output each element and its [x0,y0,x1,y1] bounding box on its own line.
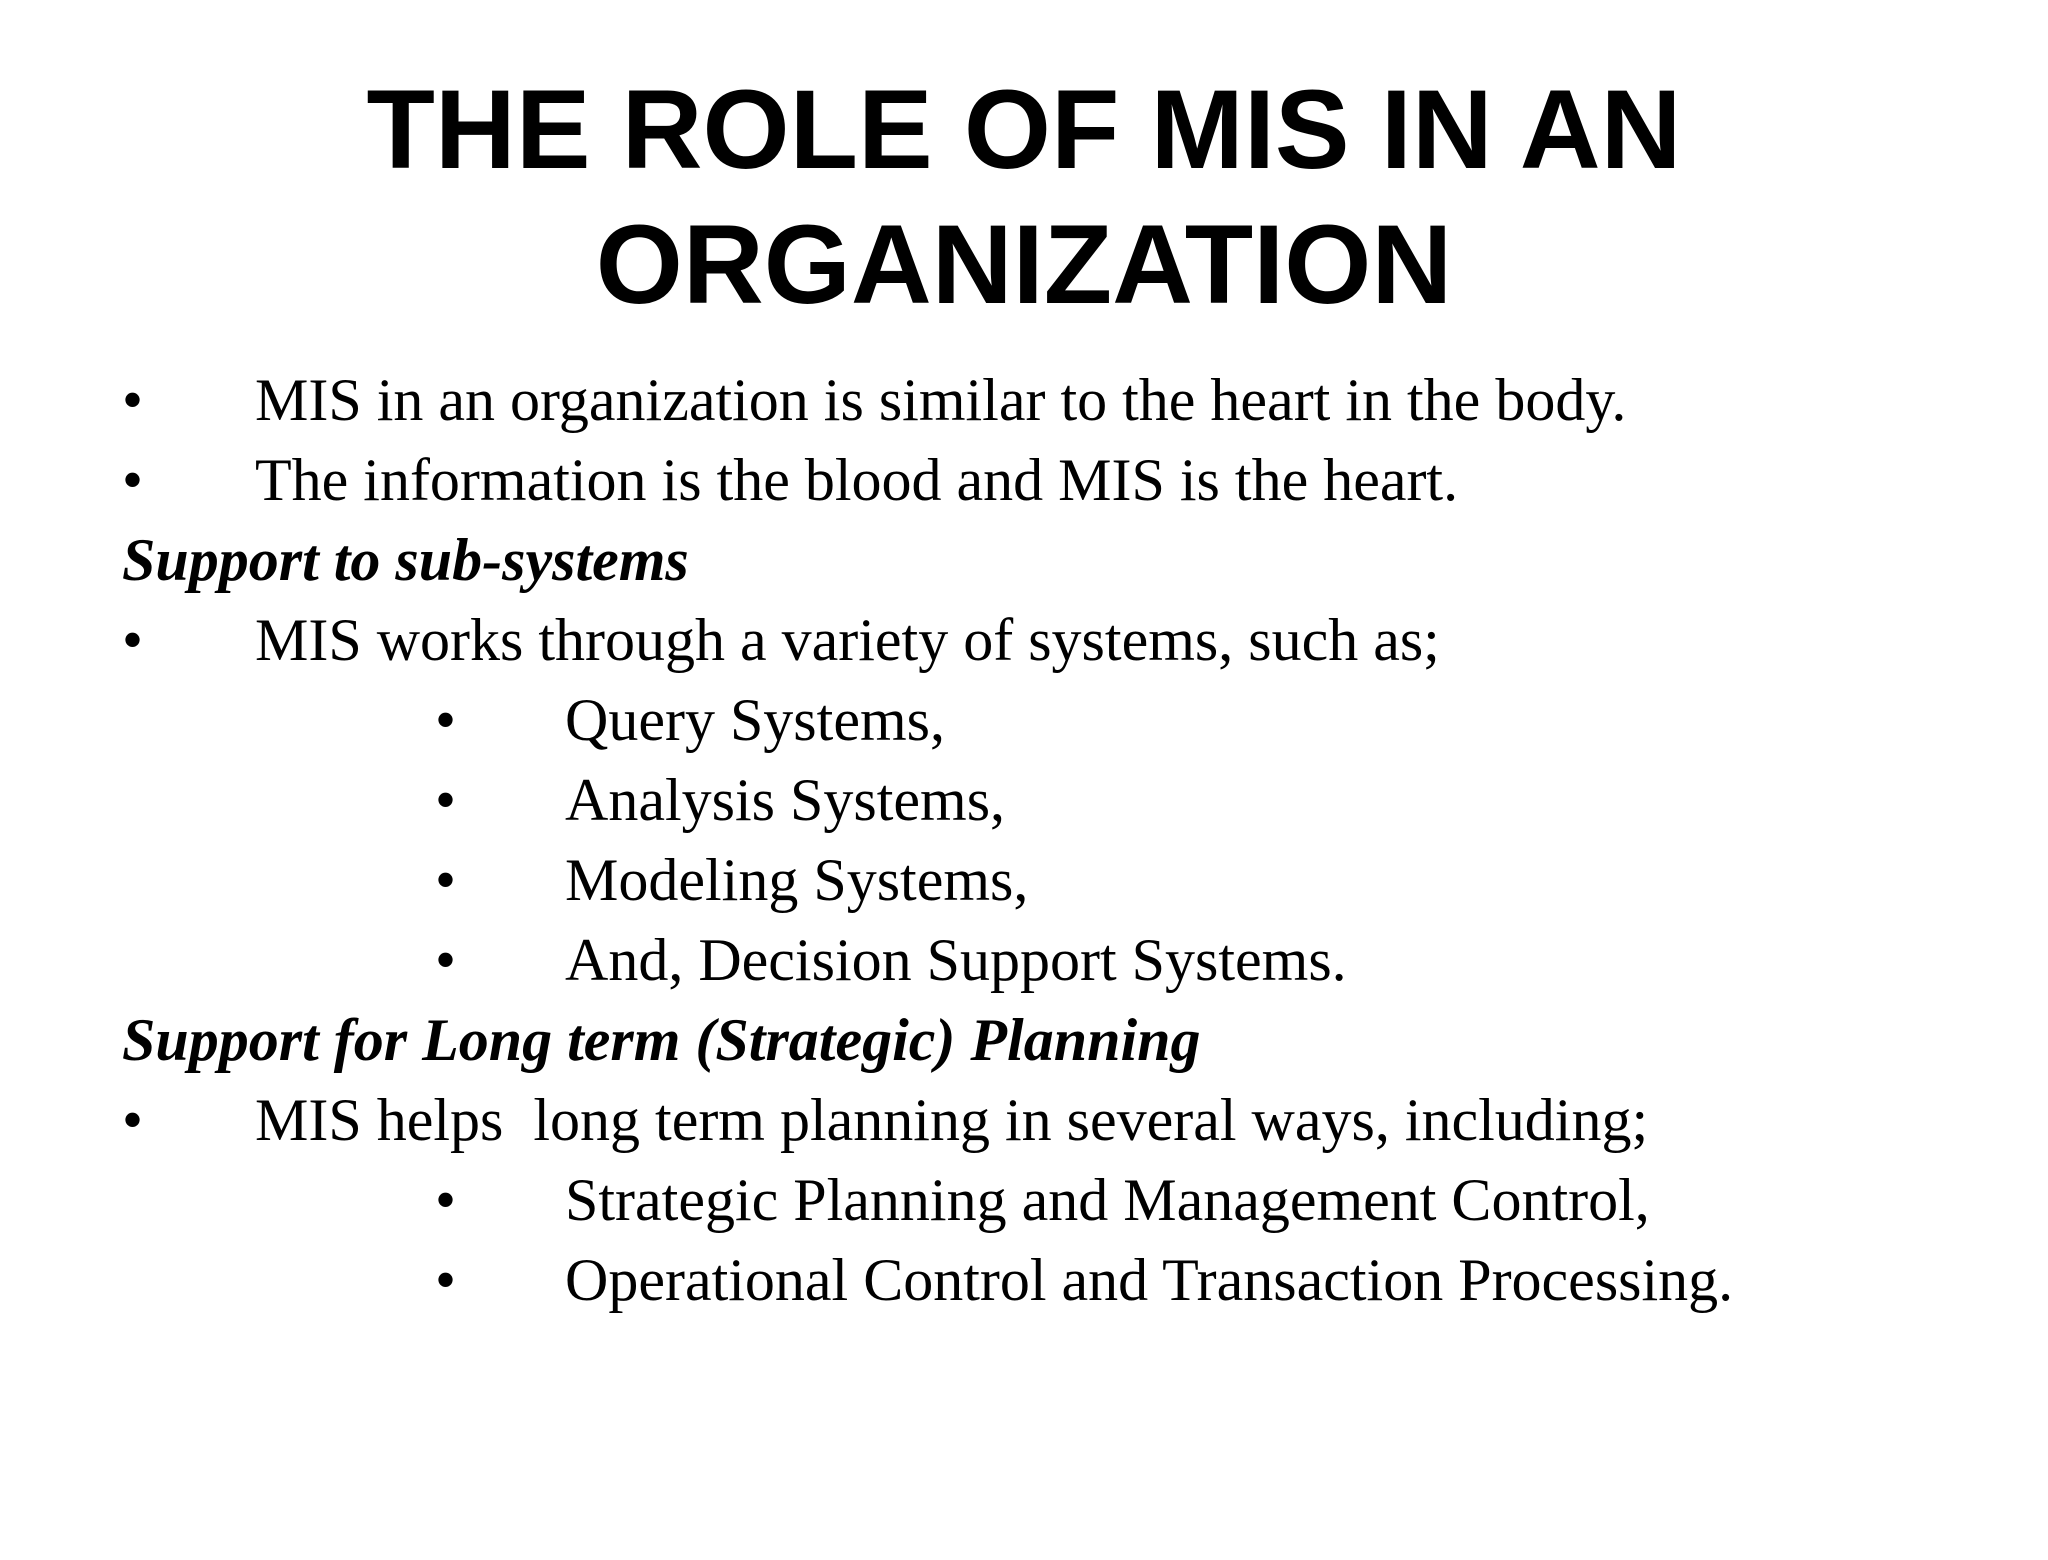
subsystems-lead-bullet [0,600,1440,680]
slide-title [0,62,2048,332]
subsystem-item-text: Analysis Systems, [565,767,1006,833]
section-heading-planning [0,1000,1201,1080]
bullet-icon: • [435,1247,457,1313]
subsystems-lead-text: MIS works through a variety of systems, such as; [255,607,1440,673]
subsystem-item [0,680,945,760]
section-heading-text: Support for Long term (Strategic) Planning [122,1007,1201,1073]
subsystem-item [0,760,1006,840]
planning-item-text: Operational Control and Transaction Processing. [565,1247,1734,1313]
slide-title-line-1: THE ROLE OF MIS IN AN [366,67,1682,192]
subsystem-item [0,840,1029,920]
subsystem-item-text: Query Systems, [565,687,945,753]
bullet-icon: • [122,1087,144,1153]
section-heading-subsystems [0,520,689,600]
intro-bullet-1 [0,360,1627,440]
planning-lead-text: MIS helps long term planning in several ways, including; [255,1087,1649,1153]
intro-bullet-2 [0,440,1459,520]
bullet-icon: • [122,607,144,673]
bullet-icon: • [435,1167,457,1233]
subsystem-item [0,920,1347,1000]
planning-lead-bullet [0,1080,1649,1160]
subsystem-item-text: And, Decision Support Systems. [565,927,1347,993]
bullet-icon: • [435,927,457,993]
bullet-icon: • [435,767,457,833]
bullet-icon: • [122,447,144,513]
planning-item [0,1240,1734,1320]
bullet-icon: • [435,847,457,913]
subsystem-item-text: Modeling Systems, [565,847,1029,913]
slide-title-line-2: ORGANIZATION [595,202,1453,327]
intro-bullet-text: MIS in an organization is similar to the heart in the body. [255,367,1627,433]
bullet-icon: • [435,687,457,753]
planning-item-text: Strategic Planning and Management Control, [565,1167,1650,1233]
intro-bullet-text: The information is the blood and MIS is the heart. [255,447,1459,513]
planning-item [0,1160,1650,1240]
section-heading-text: Support to sub-systems [122,527,689,593]
bullet-icon: • [122,367,144,433]
